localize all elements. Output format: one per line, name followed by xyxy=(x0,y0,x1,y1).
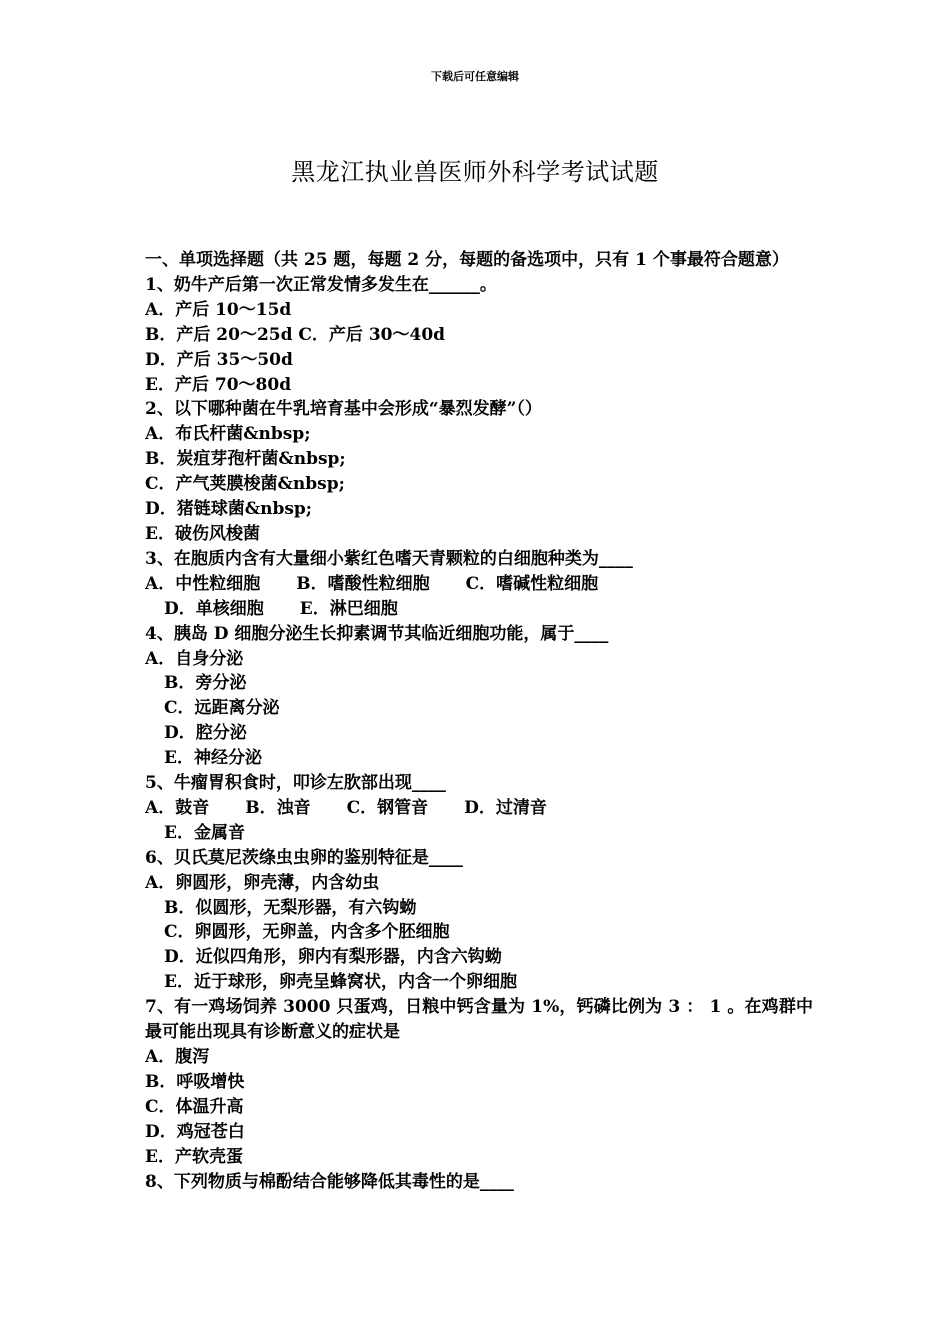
question-stem: 5、牛瘤胃积食时，叩诊左肷部出现____ xyxy=(145,773,446,794)
option-line: D．腔分泌 xyxy=(164,723,247,744)
option-line: E．产后 70～80d xyxy=(145,374,292,395)
option: B．嗜酸性粒细胞 xyxy=(296,573,430,594)
question-stem: 2、以下哪种菌在牛乳培育基中会形成“暴烈发酵”（） xyxy=(145,399,542,420)
option: C．钢管音 xyxy=(346,797,429,818)
option: A．中性粒细胞 xyxy=(145,573,261,594)
option-line: C．卵圆形，无卵盖，内含多个胚细胞 xyxy=(164,922,450,943)
question-stem: 8、下列物质与棉酚结合能够降低其毒性的是____ xyxy=(145,1171,514,1192)
option-line: B．产后 20～25d C．产后 30～40d xyxy=(145,324,446,345)
option-line: D．鸡冠苍白 xyxy=(145,1121,245,1142)
question-stem: 6、贝氏莫尼茨绦虫虫卵的鉴别特征是____ xyxy=(145,847,463,868)
option-line: E．近于球形，卵壳呈蜂窝状，内含一个卵细胞 xyxy=(164,972,517,993)
option-line: E．破伤风梭菌 xyxy=(145,523,260,544)
option-line: A．产后 10～15d xyxy=(145,299,292,320)
option: A．鼓音 xyxy=(145,797,210,818)
option-line: C．远距离分泌 xyxy=(164,698,280,719)
option-line: D．近似四角形，卵内有梨形器，内含六钩蚴 xyxy=(164,947,502,968)
option: B．浊音 xyxy=(245,797,311,818)
option-line: C．体温升高 xyxy=(145,1096,244,1117)
option-line: A．腹泻 xyxy=(145,1047,210,1067)
option-line: B．炭疽芽孢杆菌&nbsp; xyxy=(145,449,346,470)
option-line: B．似圆形，无梨形器，有六钩蚴 xyxy=(164,897,417,918)
question-stem: 4、胰岛 D 细胞分泌生长抑素调节其临近细胞功能，属于____ xyxy=(145,623,609,644)
option-line: B．呼吸增快 xyxy=(145,1071,245,1092)
option-line: E．金属音 xyxy=(164,822,245,843)
option-line: B．旁分泌 xyxy=(164,673,247,694)
section-heading: 一、单项选择题（共 25 题，每题 2 分，每题的备选项中，只有 1 个事最符合题意） xyxy=(145,250,789,270)
question-stem: 3、在胞质内含有大量细小紫红色嗜天青颗粒的白细胞种类为____ xyxy=(145,548,633,569)
option-line: E．产软壳蛋 xyxy=(145,1146,243,1167)
option-row xyxy=(145,796,813,821)
option-line: E．神经分泌 xyxy=(164,748,262,769)
option-line: D．产后 35～50d xyxy=(145,349,293,370)
option-line: C．产气荚膜梭菌&nbsp; xyxy=(145,474,345,495)
option-line: A．布氏杆菌&nbsp; xyxy=(145,424,311,445)
option-line: A．自身分泌 xyxy=(145,648,244,669)
page-title: 黑龙江执业兽医师外科学考试试题 xyxy=(291,158,659,186)
option: D．单核细胞 xyxy=(164,598,264,619)
option: D．过清音 xyxy=(464,797,547,818)
option-row xyxy=(145,597,813,622)
question-stem: 1、奶牛产后第一次正常发情多发生在______。 xyxy=(145,274,497,295)
option: C．嗜碱性粒细胞 xyxy=(465,573,599,594)
question-list xyxy=(145,248,813,1194)
option-row xyxy=(145,572,813,597)
question-stem: 7、有一鸡场饲养 3000 只蛋鸡，日粮中钙含量为 1%，钙磷比例为 3 ： 1 。在鸡群中最可能出现具有诊断意义的症状是 xyxy=(145,997,813,1043)
option-line: D．猪链球菌&nbsp; xyxy=(145,499,313,520)
option-line: A．卵圆形，卵壳薄，内含幼虫 xyxy=(145,872,380,893)
header-note: 下载后可任意编辑 xyxy=(431,70,519,83)
option: E．淋巴细胞 xyxy=(299,598,398,619)
